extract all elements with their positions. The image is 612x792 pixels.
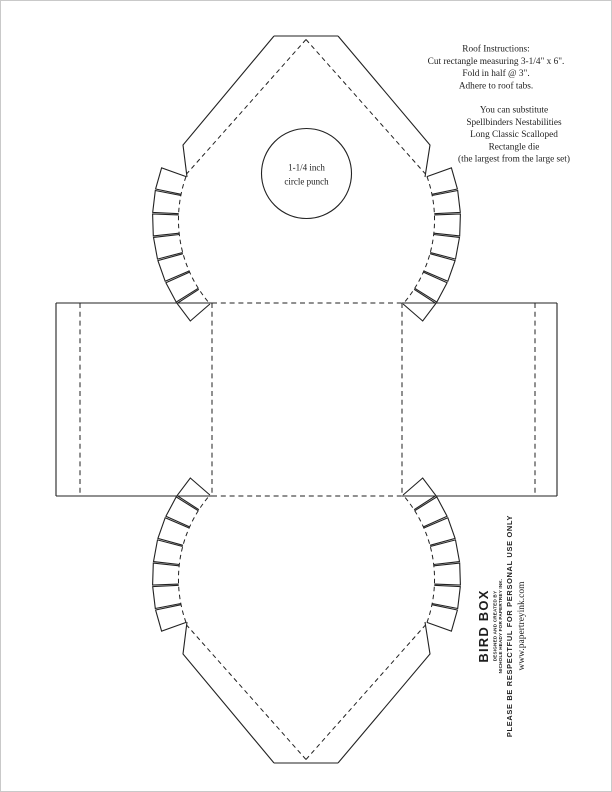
- circle-punch-label-line2: circle punch: [284, 176, 329, 187]
- glue-tabs: [153, 168, 461, 631]
- footer-website: www.papertreyink.com: [517, 581, 527, 671]
- circle-punch-label-line1: 1-1/4 inch: [288, 162, 325, 173]
- front-roof-fold-right: [306, 40, 425, 174]
- footer-credits: [476, 515, 527, 737]
- back-body-fold-arc-left: [178, 495, 210, 622]
- wrap-band: [56, 303, 557, 496]
- footer-credit-line1: DESIGNED AND CREATED BY: [492, 590, 498, 662]
- front-right-tabs: [403, 168, 460, 321]
- footer-notice: PLEASE BE RESPECTFUL FOR PERSONAL USE ONLY: [505, 514, 514, 738]
- entrance-circle: [262, 129, 352, 219]
- front-body-fold-arc-left: [178, 177, 210, 304]
- front-body-fold-arc-right: [403, 177, 435, 304]
- back-body-fold-arc-right: [403, 495, 435, 622]
- substitute-note-line: Spellbinders Nestabilities: [466, 117, 562, 128]
- back-panel-fold-lines: [178, 495, 434, 760]
- substitute-note-line: Rectangle die: [488, 142, 540, 153]
- substitute-note-line: (the largest from the large set): [458, 154, 570, 165]
- back-right-tabs: [403, 478, 460, 631]
- front-roof-right-edge: [338, 36, 430, 177]
- substitute-note-line: Long Classic Scalloped: [470, 130, 558, 141]
- front-roof-fold-left: [187, 40, 306, 174]
- back-roof-fold-left: [187, 626, 306, 760]
- back-roof-fold-right: [306, 626, 425, 760]
- wrap-band-fold-lines: [80, 303, 535, 496]
- circle-punch-label: [284, 163, 329, 187]
- front-panel: [183, 36, 430, 219]
- roof-instructions-line: Roof Instructions:: [462, 44, 530, 55]
- footer-credit-line2: NICHOLE HEADY FOR PAPERTREY INK.: [498, 578, 503, 674]
- roof-instructions-block: [428, 44, 565, 92]
- back-roof-right-edge: [338, 622, 430, 763]
- roof-instructions-line: Cut rectangle measuring 3-1/4" x 6".: [427, 56, 565, 67]
- front-left-tabs: [153, 168, 210, 321]
- substitute-note-line: You can substitute: [479, 105, 549, 116]
- substitute-note-block: [458, 106, 570, 165]
- front-roof-left-edge: [183, 36, 274, 177]
- back-roof-left-edge: [183, 622, 274, 763]
- back-panel: [183, 622, 430, 763]
- roof-instructions-line: Fold in half @ 3".: [462, 69, 530, 80]
- back-left-tabs: [153, 478, 210, 631]
- footer-title: BIRD BOX: [476, 589, 491, 663]
- roof-instructions-line: Adhere to roof tabs.: [458, 81, 534, 92]
